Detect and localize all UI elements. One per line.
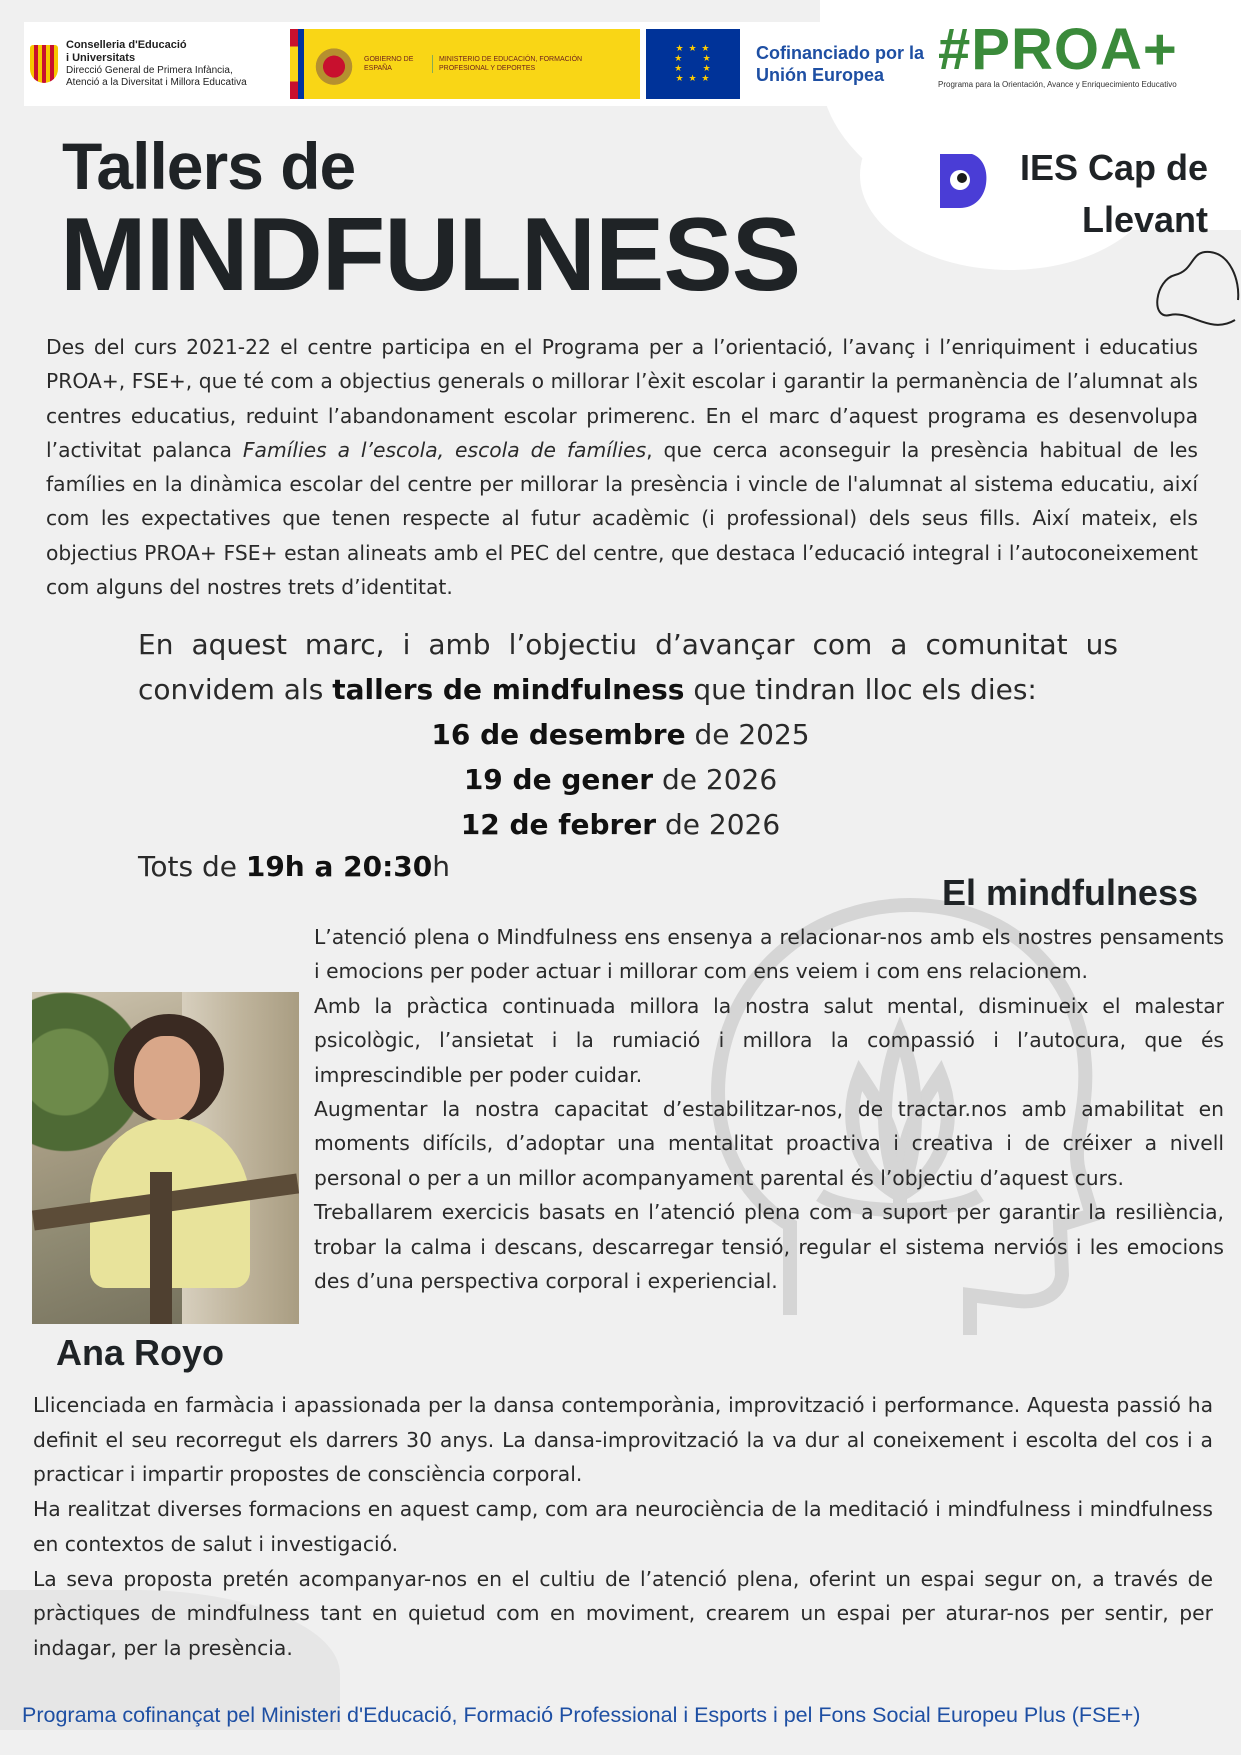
spain-flag-icon — [290, 29, 304, 99]
invitation-bold: tallers de mindfulness — [332, 673, 685, 706]
eu-cofinanced-label: Cofinanciado por la Unión Europea — [756, 43, 925, 85]
ministerio-label: MINISTERIO DE EDUCACIÓN, FORMACIÓN PROFESIONAL Y DEPORTES — [432, 55, 612, 73]
session-date: 19 de gener de 2026 — [463, 763, 778, 796]
intro-text-part2: , que cerca aconseguir la presència habitual de les famílies en la dinàmica escolar del centre per millorar la presència i vincle de l'alumnat al sistema educatiu, així com les expectatives que tenen respecte al futur acadèmic (i professional) dels seus fills. Així mateix, els objectius PROA+ FSE+ estan alineats amb el PEC del centre, que destaca l’educació integral i l’autoconeixement com alguns del nostres trets d’identitat. — [46, 437, 1198, 600]
conselleria-line3: Direcció General de Primera Infància, — [66, 65, 233, 76]
proa-logo — [938, 17, 1208, 89]
invitation-part2: que tindran lloc els dies: — [684, 673, 1037, 706]
bio-paragraph: Llicenciada en farmàcia i apassionada per la dansa contemporània, improvització i performance. Aquesta passió ha definit el seu recorregut els darrers 30 anys. La dansa-improvització la va dur al coneixement i escolta del cos i a practicar i impartir propostes de consciència corporal. — [33, 1393, 1213, 1487]
sponsor-logos-bar — [24, 22, 962, 106]
gobierno-espana-logo — [290, 29, 640, 99]
balearic-shield-icon — [30, 45, 58, 83]
mindfulness-description — [314, 920, 1224, 1298]
mindfulness-paragraph: Amb la pràctica continuada millora la nostra salut mental, disminueix el malestar psicològic, l’ansietat i la rumiació i millora la compassió i l’autocura, que és imprescindible per poder cuidar. — [314, 993, 1224, 1087]
intro-activity-name: Famílies a l’escola, escola de famílies — [242, 437, 647, 462]
eu-flag-icon: ★ ★ ★ ★ ★ ★ ★ ★ ★ ★ — [646, 29, 740, 99]
facilitator-photo — [32, 992, 299, 1324]
mindfulness-heading: El mindfulness — [941, 872, 1198, 913]
mindfulness-paragraph: L’atenció plena o Mindfulness ens ensenya a relacionar-nos amb els nostres pensaments i emocions per poder actuar i millorar com ens veiem i com ens relacionem. — [314, 925, 1224, 984]
bio-paragraph: La seva proposta pretén acompanyar-nos en el cultiu de l’atenció plena, oferint un espai segur on, a través de pràctiques de mindfulness tant en quietud com en moviment, crearem un espai per aturar-nos per sentir, per indagar, per la presència. — [33, 1566, 1213, 1660]
session-date: 16 de desembre de 2025 — [431, 718, 810, 751]
intro-paragraph — [46, 330, 1198, 604]
page-title-line1: Tallers de — [62, 129, 356, 203]
proa-subtitle: Programa para la Orientación, Avance y Enriquecimiento Educativo — [938, 80, 1177, 89]
funding-footer: Programa cofinançat pel Ministeri d'Educació, Formació Professional i Esports i pel Fons Social Europeu Plus (FSE+) — [22, 1703, 1141, 1727]
mindfulness-paragraph: Treballarem exercicis basats en l’atenció plena com a suport per garantir la resiliència, trobar la calma i descans, descarregar tensió, regular el sistema nerviós i les emocions des d’una perspectiva corporal i experiencial. — [314, 1200, 1224, 1294]
conselleria-line4: Atenció a la Diversitat i Millora Educativa — [66, 77, 247, 88]
school-name: IES Cap de Llevant — [1019, 147, 1208, 240]
spain-coat-of-arms-icon — [312, 38, 356, 90]
invitation-part1: En aquest marc, i amb l’objectiu d’avançar com a comunitat us convidem als — [138, 628, 1118, 706]
page-title-line2: MINDFULNESS — [60, 197, 801, 313]
invitation-text — [138, 622, 1118, 712]
conselleria-line2: i Universitats — [66, 52, 136, 64]
session-time: Tots de 19h a 20:30h — [138, 850, 451, 883]
session-dates — [0, 712, 1241, 847]
facilitator-name: Ana Royo — [56, 1332, 225, 1373]
session-date: 12 de febrer de 2026 — [460, 808, 781, 841]
mindfulness-paragraph: Augmentar la nostra capacitat d’estabilitzar-nos, de tractar.nos amb amabilitat en moments difícils, d’adoptar una mentalitat proactiva i creativa i de créixer a nivell personal o per a un millor acompanyament parental és l’objectiu d’aquest curs. — [314, 1097, 1224, 1190]
facilitator-bio — [33, 1388, 1213, 1666]
conselleria-line1: Conselleria d'Educació — [66, 39, 187, 51]
intro-text-part1: Des del curs 2021-22 el centre participa en el Programa per a l’orientació, l’avanç i l’enriquiment i educatius PROA+, FSE+, que té com a objectius generals o millorar l’èxit escolar i garantir la permanència de l’alumnat als centres educatius, reduint l’abandonament escolar primerenc. En el marc d’aquest programa es desenvolupa l’activitat palanca — [46, 335, 1198, 462]
conselleria-logo — [30, 39, 284, 89]
bio-paragraph: Ha realitzat diverses formacions en aquest camp, com ara neurociència de la meditació i mindfulness i mindfulness en contextos de salut i investigació. — [33, 1497, 1213, 1556]
proa-title: #PROA+ — [938, 17, 1178, 82]
gobierno-label: GOBIERNO DE ESPAÑA — [364, 56, 414, 72]
